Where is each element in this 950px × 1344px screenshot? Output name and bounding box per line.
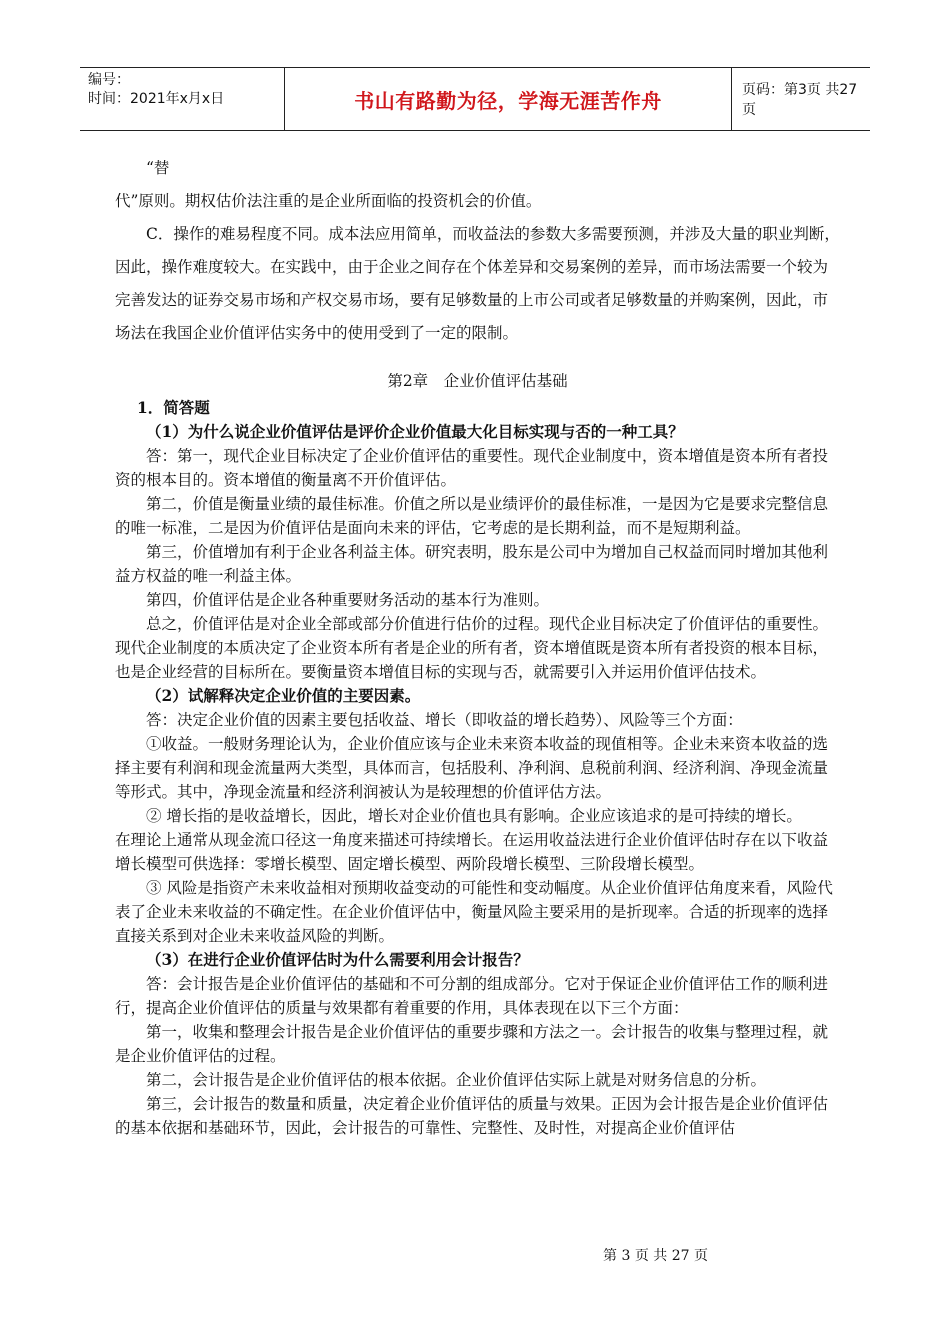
paragraph: 代”原则。期权估价法注重的是企业所面临的投资机会的价值。 <box>115 192 542 210</box>
document-body <box>115 152 840 1140</box>
page-label: 页码：第3页 共27页 <box>742 82 858 118</box>
question-heading: （2）试解释决定企业价值的主要因素。 <box>146 686 421 705</box>
header-motto-cell <box>284 68 732 130</box>
question-heading: （3）在进行企业价值评估时为什么需要利用会计报告？ <box>146 950 529 969</box>
paragraph: 答：决定企业价值的因素主要包括收益、增长（即收益的增长趋势）、风险等三个方面： <box>146 711 743 729</box>
page-footer: 第 3 页 共 27 页 <box>603 1248 708 1264</box>
paragraph: ② 增长指的是收益增长，因此，增长对企业价值也具有影响。企业应该追求的是可持续的增长。 <box>146 807 802 825</box>
header-info <box>80 68 284 130</box>
header-page-cell <box>732 68 870 130</box>
paragraph: 第三，价值增加有利于企业各利益主体。研究表明，股东是公司中为增加自己权益而同时增加其他利益方权益的唯一利益主体。 <box>115 543 829 585</box>
section-title: 1．简答题 <box>137 398 210 417</box>
paragraph: C．操作的难易程度不同。成本法应用简单，而收益法的参数大多需要预测，并涉及大量的职业判断，因此，操作难度较大。在实践中，由于企业之间存在个体差异和交易案例的差异，而市场法需要一个较为完善发达的证券交易市场和产权交易市场，要有足够数量的上市公司或者足够数量的并购案例，因此，市场法在我国企业价值评估实务中的使用受到了一定的限制。 <box>115 225 840 342</box>
paragraph: 第二，价值是衡量业绩的最佳标准。价值之所以是业绩评价的最佳标准，一是因为它是要求完整信息的唯一标准，二是因为价值评估是面向未来的评估，它考虑的是长期利益，而不是短期利益。 <box>115 495 829 537</box>
chapter-title: 第2章 企业价值评估基础 <box>387 372 568 390</box>
paragraph: 第四，价值评估是企业各种重要财务活动的基本行为准则。 <box>146 591 550 609</box>
paragraph: ③ 风险是指资产未来收益相对预期收益变动的可能性和变动幅度。从企业价值评估角度来看，风险代表了企业未来收益的不确定性。在企业价值评估中，衡量风险主要采用的是折现率。合适的折现率的选择直接关系到对企业未来收益风险的判断。 <box>115 879 833 945</box>
question-heading: （1）为什么说企业价值评估是评价企业价值最大化目标实现与否的一种工具？ <box>146 422 684 441</box>
paragraph: 在理论上通常从现金流口径这一角度来描述可持续增长。在运用收益法进行企业价值评估时存在以下收益增长模型可供选择：零增长模型、固定增长模型、两阶段增长模型、三阶段增长模型。 <box>115 831 829 873</box>
paragraph: 第三，会计报告的数量和质量，决定着企业价值评估的质量与效果。正因为会计报告是企业价值评估的基本依据和基础环节，因此，会计报告的可靠性、完整性、及时性，对提高企业价值评估 <box>115 1095 829 1137</box>
paragraph: 第二，会计报告是企业价值评估的根本依据。企业价值评估实际上就是对财务信息的分析。 <box>146 1071 767 1089</box>
time-label: 时间：2021年x月x日 <box>88 91 225 107</box>
paragraph: ①收益。一般财务理论认为，企业价值应该与企业未来资本收益的现值相等。企业未来资本收益的选择主要有利润和现金流量两大类型，具体而言，包括股利、净利润、息税前利润、经济利润、净现金流量等形式。其中，净现金流量和经济利润被认为是较理想的价值评估方法。 <box>115 735 829 801</box>
paragraph: 第一，收集和整理会计报告是企业价值评估的重要步骤和方法之一。会计报告的收集与整理过程，就是企业价值评估的过程。 <box>115 1023 829 1065</box>
paragraph: 总之，价值评估是对企业全部或部分价值进行估价的过程。现代企业目标决定了价值评估的重要性。现代企业制度的本质决定了企业资本所有者是企业的所有者，资本增值既是资本所有者投资的根本目标，也是企业经营的目标所在。要衡量资本增值目标的实现与否，就需要引入并运用价值评估技术。 <box>115 615 829 681</box>
paragraph: “替 <box>146 159 170 177</box>
motto: 书山有路勤为径，学海无涯苦作舟 <box>354 88 662 113</box>
page-header <box>80 67 870 131</box>
code-label: 编号： <box>88 72 130 88</box>
paragraph: 答：第一，现代企业目标决定了企业价值评估的重要性。现代企业制度中，资本增值是资本所有者投资的根本目的。资本增值的衡量离不开价值评估。 <box>115 447 829 489</box>
paragraph: 答：会计报告是企业价值评估的基础和不可分割的组成部分。它对于保证企业价值评估工作的顺利进行，提高企业价值评估的质量与效果都有着重要的作用，具体表现在以下三个方面： <box>115 975 829 1017</box>
